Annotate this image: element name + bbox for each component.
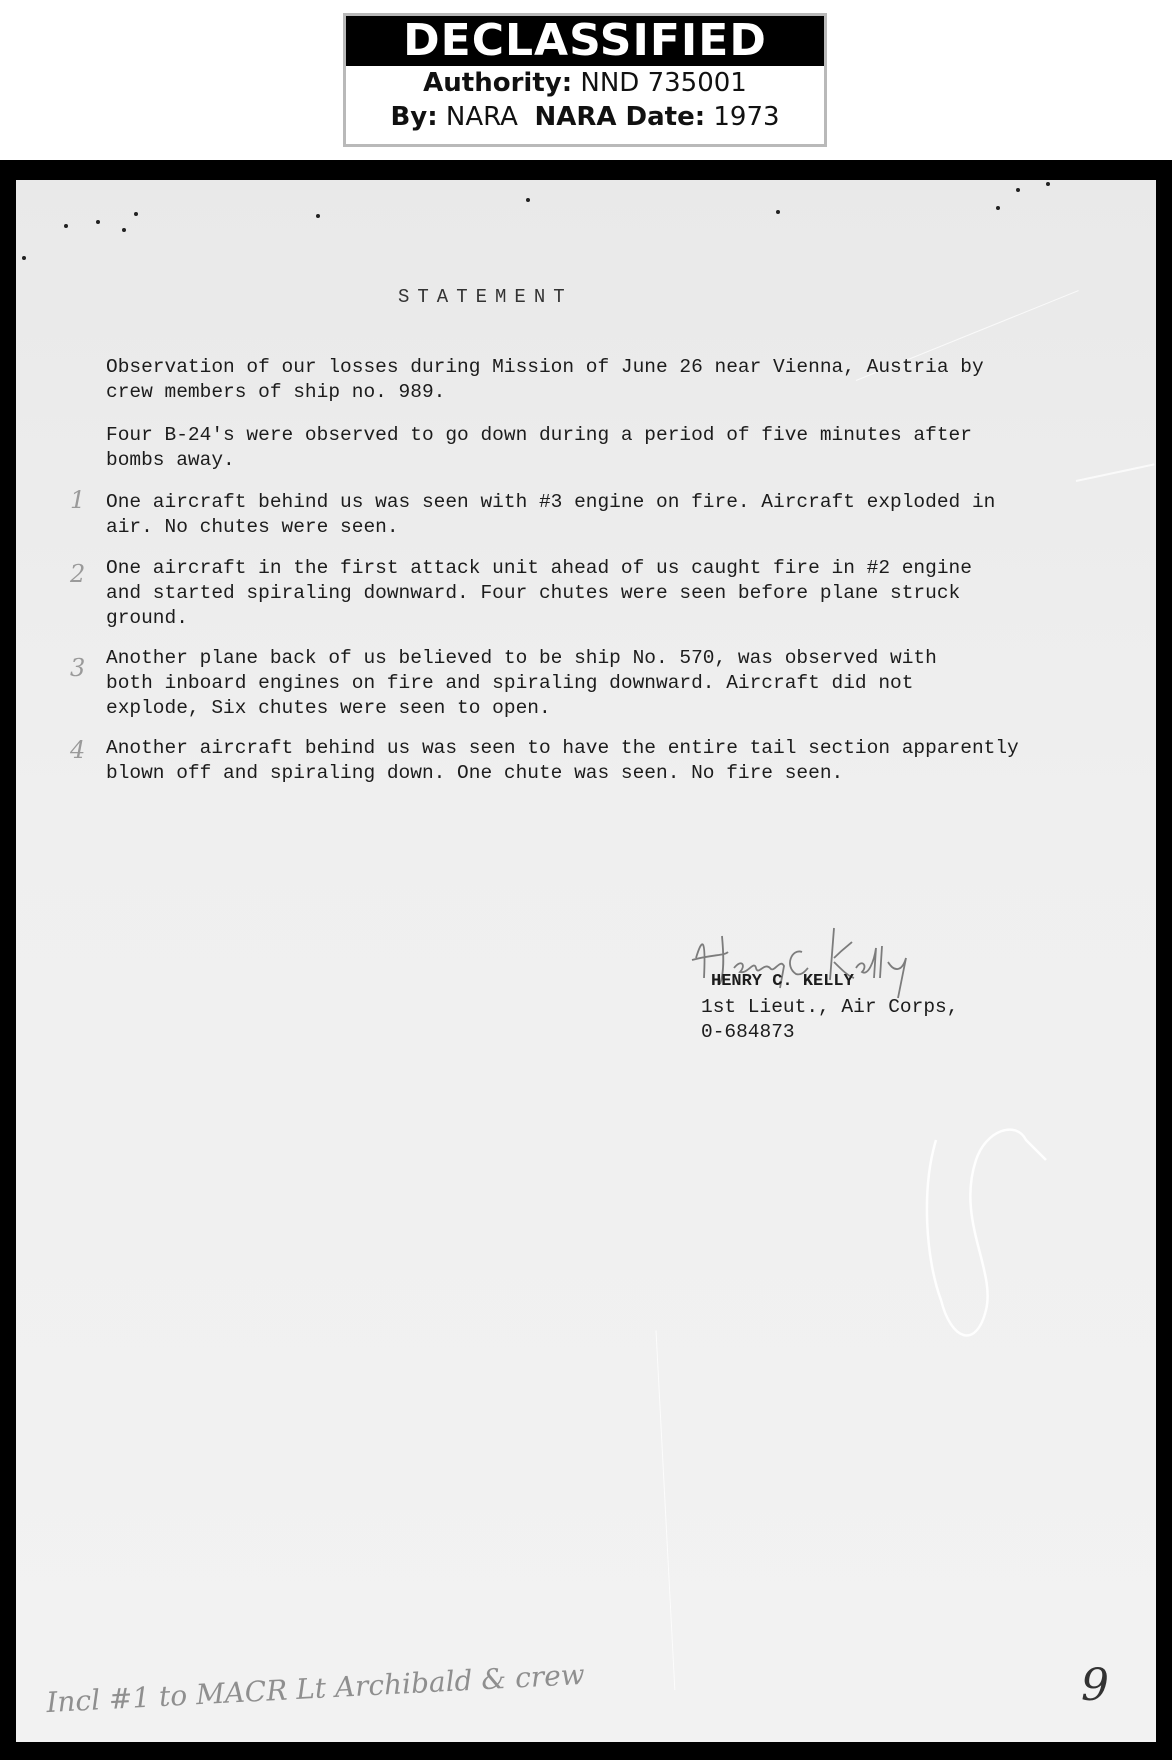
scan-scratch-curve	[916, 1100, 1076, 1360]
scan-speck	[122, 228, 126, 232]
scan-speck	[64, 224, 68, 228]
stamp-by-line	[346, 100, 824, 134]
margin-number-1: 1	[70, 486, 86, 514]
scan-scratch	[656, 1330, 676, 1690]
stamp-title: DECLASSIFIED	[346, 16, 824, 66]
stamp-date-value: 1973	[713, 102, 780, 132]
stamp-date-label: NARA Date:	[534, 102, 706, 132]
signer-name: HENRY C. KELLY	[711, 972, 854, 991]
paragraph-summary: Four B-24's were observed to go down during a period of five minutes after bombs away.	[106, 424, 972, 471]
stamp-authority-label: Authority:	[423, 68, 573, 98]
scan-speck	[526, 198, 530, 202]
paragraph-loss-4: Another aircraft behind us was seen to have the entire tail section apparently blown off and spiraling down. One chute was seen. No fire seen.	[106, 737, 1019, 784]
stamp-authority-line	[346, 66, 824, 100]
paragraph-loss-3: Another plane back of us believed to be ship No. 570, was observed with both inboard engines on fire and spiraling downward. Aircraft did not explode, Six chutes were seen to open.	[106, 647, 937, 719]
paragraph-loss-1: One aircraft behind us was seen with #3 engine on fire. Aircraft exploded in air. No chutes were seen.	[106, 491, 996, 538]
scan-speck	[996, 206, 1000, 210]
scan-speck	[1016, 188, 1020, 192]
scan-scratch	[1076, 463, 1155, 482]
document-page	[16, 180, 1156, 1742]
scan-speck	[776, 210, 780, 214]
scan-speck	[316, 214, 320, 218]
margin-number-2: 2	[70, 560, 86, 588]
signer-service-number: 0-684873	[701, 1021, 795, 1043]
scan-frame	[0, 160, 1172, 1760]
enclosure-note: Incl #1 to MACR Lt Archibald & crew	[45, 1657, 586, 1720]
page-number: 9	[1081, 1660, 1109, 1711]
scan-speck	[134, 212, 138, 216]
scan-speck	[1046, 182, 1050, 186]
declassified-stamp	[343, 13, 827, 147]
margin-number-4: 4	[70, 736, 86, 764]
scan-speck	[96, 220, 100, 224]
stamp-by-label: By:	[390, 102, 438, 132]
document-title: STATEMENT	[398, 286, 573, 308]
paragraph-observation: Observation of our losses during Mission of June 26 near Vienna, Austria by crew members of ship no. 989.	[106, 356, 984, 403]
signer-rank: 1st Lieut., Air Corps,	[701, 996, 959, 1018]
stamp-authority-value: NND 735001	[580, 68, 747, 98]
stamp-by-value: NARA	[445, 102, 518, 132]
paragraph-loss-2: One aircraft in the first attack unit ahead of us caught fire in #2 engine and started spiraling downward. Four chutes were seen before plane struck ground.	[106, 557, 972, 629]
margin-number-3: 3	[70, 654, 86, 682]
scan-speck	[22, 256, 26, 260]
